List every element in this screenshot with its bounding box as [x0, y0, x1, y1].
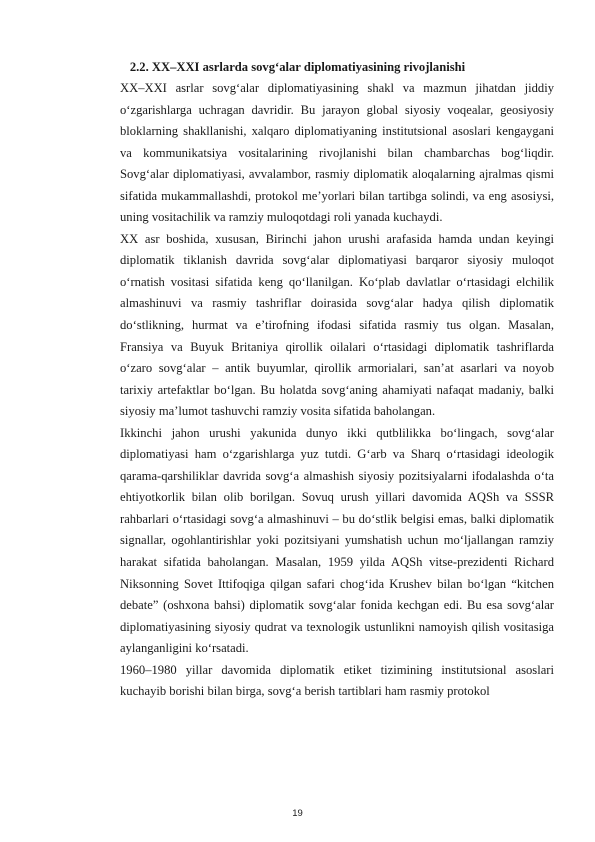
page-number: 19: [292, 808, 303, 819]
section-heading: 2.2. XX–XXI asrlarda sovg‘alar diplomatiyasining rivojlanishi: [129, 60, 466, 74]
paragraph: XX–XXI asrlar sovg‘alar diplomatiyasining shakl va mazmun jihatdan jiddiy o‘zgarishlarga uchragan davridir. Bu jarayon global siyosiy voqealar, geosiyosiy bloklarning shakllanishi, xalqaro diplomatiyaning institutsional asoslari kengaygani va kommunikatsiya vositalarining rivojlanishi bilan chambarchas bog‘liqdir. Sovg‘alar diplomatiyasi, avvalambor, rasmiy diplomatik aloqalarning ajralmas qismi sifatida mukammallashdi, protokol me’yorlari bilan tartibga solindi, va eng asosiysi, uning vositachilik va ramziy muloqotdagi roli yanada kuchaydi.: [120, 81, 554, 225]
paragraph: XX asr boshida, xususan, Birinchi jahon urushi arafasida hamda undan keyingi diplomatik tiklanish davrida sovg‘alar diplomatiyasi barqaror siyosiy muloqot o‘rnatish vositasi sifatida keng qo‘llanilgan. Ko‘plab davlatlar o‘rtasidagi elchilik almashinuvi va rasmiy tashriflar doirasida sovg‘alar hadya qilish diplomatik do‘stlikning, hurmat va e’tirofning ifodasi sifatida rasmiy tus olgan. Masalan, Fransiya va Buyuk Britaniya qirollik oilalari o‘rtasidagi diplomatik tashriflarda o‘zaro sovg‘alar – antik buyumlar, qirollik armorialari, san’at asarlari va noyob tarixiy artefaktlar bo‘lgan. Bu holatda sovg‘aning ahamiyati nafaqat madaniy, balki siyosiy ma’lumot tashuvchi ramziy vosita sifatida baholangan.: [120, 231, 554, 419]
paragraph: Ikkinchi jahon urushi yakunida dunyo ikki qutblilikka bo‘lingach, sovg‘alar diplomatiyasi ham o‘zgarishlarga yuz tutdi. G‘arb va Sharq o‘rtasidagi ideologik qarama-qarshiliklar davrida sovg‘a almashish siyosiy pozitsiyalarni ifodalashda o‘ta ehtiyotkorlik bilan olib borilgan. Sovuq urush yillari davomida AQSh va SSSR rahbarlari o‘rtasidagi sovg‘a almashinuvi – bu do‘stlik belgisi emas, balki diplomatik signallar, ogohlantirishlar yoki pozitsiyani yumshatish uchun mo‘ljallangan ramziy harakat sifatida baholangan. Masalan, 1959 yilda AQSh vitse-prezidenti Richard Niksonning Sovet Ittifoqiga qilgan safari chog‘ida Krushev bilan bo‘lgan “kitchen debate” (oshxona bahsi) diplomatik sovg‘alar fonida kechgan edi. Bu esa sovg‘alar diplomatiyasining siyosiy qudrat va texnologik ustunlikni namoyish qilish vositasiga aylanganligini ko‘rsatadi.: [120, 425, 554, 656]
paragraph: 1960–1980 yillar davomida diplomatik etiket tizimining institutsional asoslari kuchayib borishi bilan birga, sovg‘a berish tartiblari ham rasmiy protokol: [120, 662, 554, 699]
body-text: [120, 78, 554, 703]
